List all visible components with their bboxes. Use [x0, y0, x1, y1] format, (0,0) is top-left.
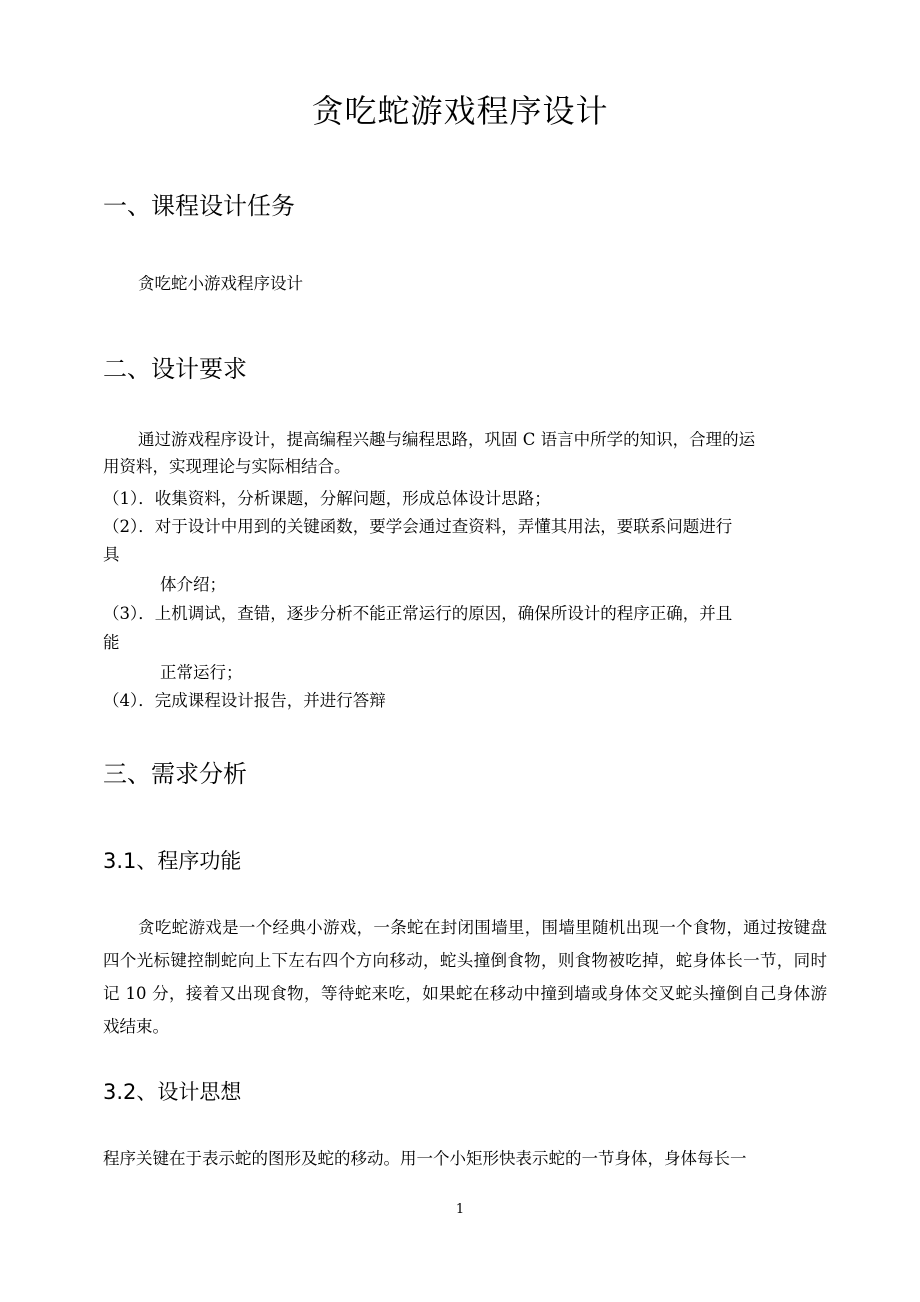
- task-body: 贪吃蛇小游戏程序设计: [138, 274, 303, 293]
- requirement-item-3-cont: 正常运行；: [160, 663, 243, 682]
- page-number: 1: [455, 1202, 465, 1217]
- requirement-item-2-cont: 体介绍；: [160, 575, 226, 594]
- requirement-item-3-wrap: 能: [103, 633, 120, 652]
- subsection-heading-design: 3.2、设计思想: [103, 1080, 242, 1104]
- functions-body: 贪吃蛇游戏是一个经典小游戏，一条蛇在封闭围墙里，围墙里随机出现一个食物，通过按键盘四个光标键控制蛇向上下左右四个方向移动，蛇头撞倒食物，则食物被吃掉，蛇身体长一节，同时记 10 分，接着又出现食物，等待蛇来吃，如果蛇在移动中撞到墙或身体交叉蛇头撞倒自己身体游戏结束。: [103, 918, 827, 1036]
- requirement-item-2-wrap: 具: [103, 545, 120, 564]
- requirement-item-2: （2）．对于设计中用到的关键函数，要学会通过查资料，弄懂其用法，要联系问题进行: [103, 517, 733, 536]
- requirements-intro-line1: 通过游戏程序设计，提高编程兴趣与编程思路，巩固 C 语言中所学的知识，合理的运: [138, 430, 756, 449]
- section-heading-task: 一、课程设计任务: [103, 192, 295, 220]
- section-heading-analysis: 三、需求分析: [103, 760, 247, 788]
- requirement-item-1: （1）．收集资料，分析课题，分解问题，形成总体设计思路；: [103, 489, 551, 508]
- requirement-item-3: （3）．上机调试，查错，逐步分析不能正常运行的原因，确保所设计的程序正确，并且: [103, 604, 733, 623]
- requirements-intro-line2: 用资料，实现理论与实际相结合。: [103, 457, 351, 476]
- design-body: 程序关键在于表示蛇的图形及蛇的移动。用一个小矩形快表示蛇的一节身体，身体每长一: [103, 1149, 747, 1168]
- requirement-item-4: （4）．完成课程设计报告，并进行答辩: [103, 691, 386, 710]
- document-title: 贪吃蛇游戏程序设计: [311, 92, 609, 130]
- section-heading-requirements: 二、设计要求: [103, 355, 247, 383]
- subsection-heading-functions: 3.1、程序功能: [103, 849, 242, 873]
